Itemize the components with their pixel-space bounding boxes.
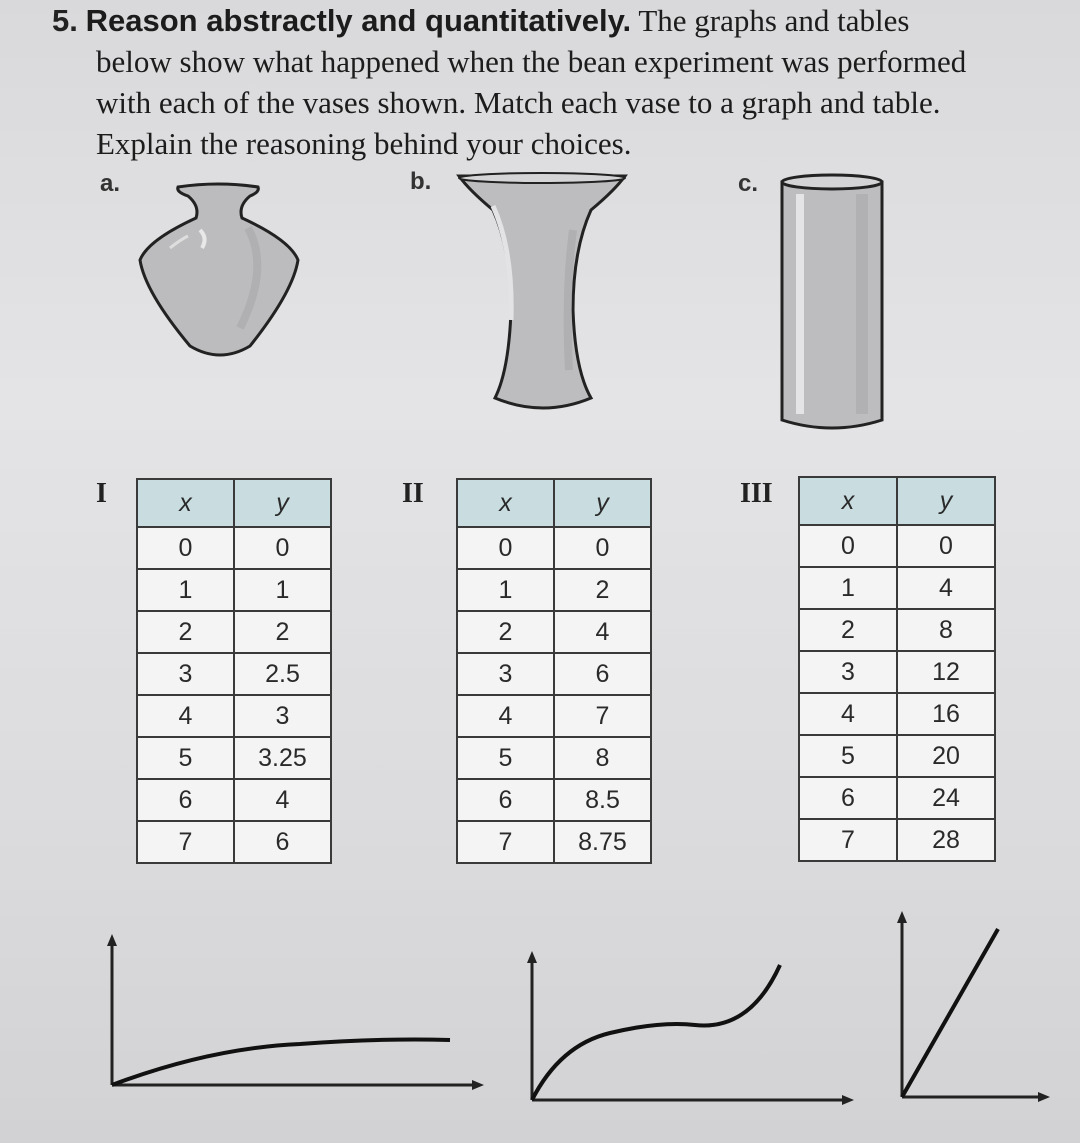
cell-x: 4 (457, 695, 554, 737)
cell-y: 0 (897, 525, 995, 567)
cell-y: 8.75 (554, 821, 651, 863)
x-axis-arrow (842, 1095, 854, 1105)
cell-x: 5 (799, 735, 897, 777)
cell-x: 6 (457, 779, 554, 821)
table-header-y: y (554, 479, 651, 527)
cell-x: 0 (137, 527, 234, 569)
table-row (799, 693, 995, 735)
problem-number: 5. (52, 3, 78, 38)
table-row (799, 735, 995, 777)
table-row (799, 525, 995, 567)
table-III-label: III (740, 478, 773, 509)
table-row (457, 779, 651, 821)
cell-x: 5 (457, 737, 554, 779)
cell-y: 28 (897, 819, 995, 861)
cell-y: 1 (234, 569, 331, 611)
vase-b-image (455, 170, 630, 415)
cell-y: 8 (897, 609, 995, 651)
y-axis-arrow (897, 911, 907, 923)
cell-x: 2 (137, 611, 234, 653)
cell-y: 6 (554, 653, 651, 695)
graph-3 (890, 905, 1060, 1105)
table-row (137, 821, 331, 863)
table-header-x: x (457, 479, 554, 527)
table-header-y: y (234, 479, 331, 527)
vase-a-label: a. (100, 170, 121, 197)
x-axis-arrow (1038, 1092, 1050, 1102)
table-I (136, 478, 332, 864)
table-row (457, 821, 651, 863)
problem-line-1 (52, 0, 1062, 41)
table-row (137, 779, 331, 821)
cell-x: 7 (137, 821, 234, 863)
cell-x: 0 (457, 527, 554, 569)
cell-y: 2.5 (234, 653, 331, 695)
table-header-y: y (897, 477, 995, 525)
table-row (137, 695, 331, 737)
table-I-label: I (96, 478, 107, 509)
table-row (799, 777, 995, 819)
table-row (137, 611, 331, 653)
table-row (457, 569, 651, 611)
cell-y: 20 (897, 735, 995, 777)
cell-x: 4 (799, 693, 897, 735)
cell-y: 4 (234, 779, 331, 821)
graph-2 (520, 945, 860, 1110)
y-axis-arrow (527, 951, 537, 963)
cell-x: 7 (457, 821, 554, 863)
cell-x: 2 (457, 611, 554, 653)
table-III (798, 476, 996, 862)
table-II-label: II (402, 478, 424, 509)
cell-y: 4 (554, 611, 651, 653)
cell-y: 3.25 (234, 737, 331, 779)
vase-a-image (130, 178, 310, 368)
problem-line-4: Explain the reasoning behind your choices. (96, 126, 632, 161)
cell-y: 3 (234, 695, 331, 737)
cell-x: 3 (137, 653, 234, 695)
cell-x: 0 (799, 525, 897, 567)
table-row (457, 695, 651, 737)
cell-x: 3 (457, 653, 554, 695)
cell-x: 1 (137, 569, 234, 611)
table-II (456, 478, 652, 864)
vase-c-image (776, 170, 888, 436)
table-header-x: x (799, 477, 897, 525)
table-row (137, 527, 331, 569)
table-row (799, 567, 995, 609)
cell-x: 4 (137, 695, 234, 737)
cell-y: 0 (234, 527, 331, 569)
cell-x: 7 (799, 819, 897, 861)
table-row (137, 737, 331, 779)
table-header-x: x (137, 479, 234, 527)
problem-lead: Reason abstractly and quantitatively. (85, 3, 632, 38)
cell-y: 0 (554, 527, 651, 569)
table-row (799, 609, 995, 651)
graph-curve (112, 1040, 450, 1086)
graph-curve (532, 965, 780, 1100)
cell-y: 8 (554, 737, 651, 779)
problem-line-3: with each of the vases shown. Match each vase to a graph and table. (96, 85, 941, 120)
table-row (457, 611, 651, 653)
cell-x: 3 (799, 651, 897, 693)
cell-y: 24 (897, 777, 995, 819)
x-axis-arrow (472, 1080, 484, 1090)
problem-line-1-rest: The graphs and tables (631, 3, 910, 38)
cell-x: 5 (137, 737, 234, 779)
cell-y: 4 (897, 567, 995, 609)
table-row (457, 527, 651, 569)
graph-line (902, 929, 998, 1097)
table-row (137, 653, 331, 695)
cell-x: 6 (137, 779, 234, 821)
cell-y: 12 (897, 651, 995, 693)
y-axis-arrow (107, 934, 117, 946)
cell-y: 7 (554, 695, 651, 737)
cell-y: 2 (234, 611, 331, 653)
cell-x: 6 (799, 777, 897, 819)
cell-y: 2 (554, 569, 651, 611)
cell-y: 6 (234, 821, 331, 863)
problem-line-2: below show what happened when the bean experiment was performed (96, 44, 967, 79)
cell-x: 1 (457, 569, 554, 611)
cell-x: 1 (799, 567, 897, 609)
graph-1 (100, 930, 490, 1095)
cell-y: 16 (897, 693, 995, 735)
cell-x: 2 (799, 609, 897, 651)
cell-y: 8.5 (554, 779, 651, 821)
vase-b-label: b. (410, 168, 432, 195)
table-row (799, 651, 995, 693)
table-row (137, 569, 331, 611)
table-row (457, 737, 651, 779)
vase-c-label: c. (738, 170, 759, 197)
table-row (457, 653, 651, 695)
table-row (799, 819, 995, 861)
problem-text (52, 0, 1062, 164)
